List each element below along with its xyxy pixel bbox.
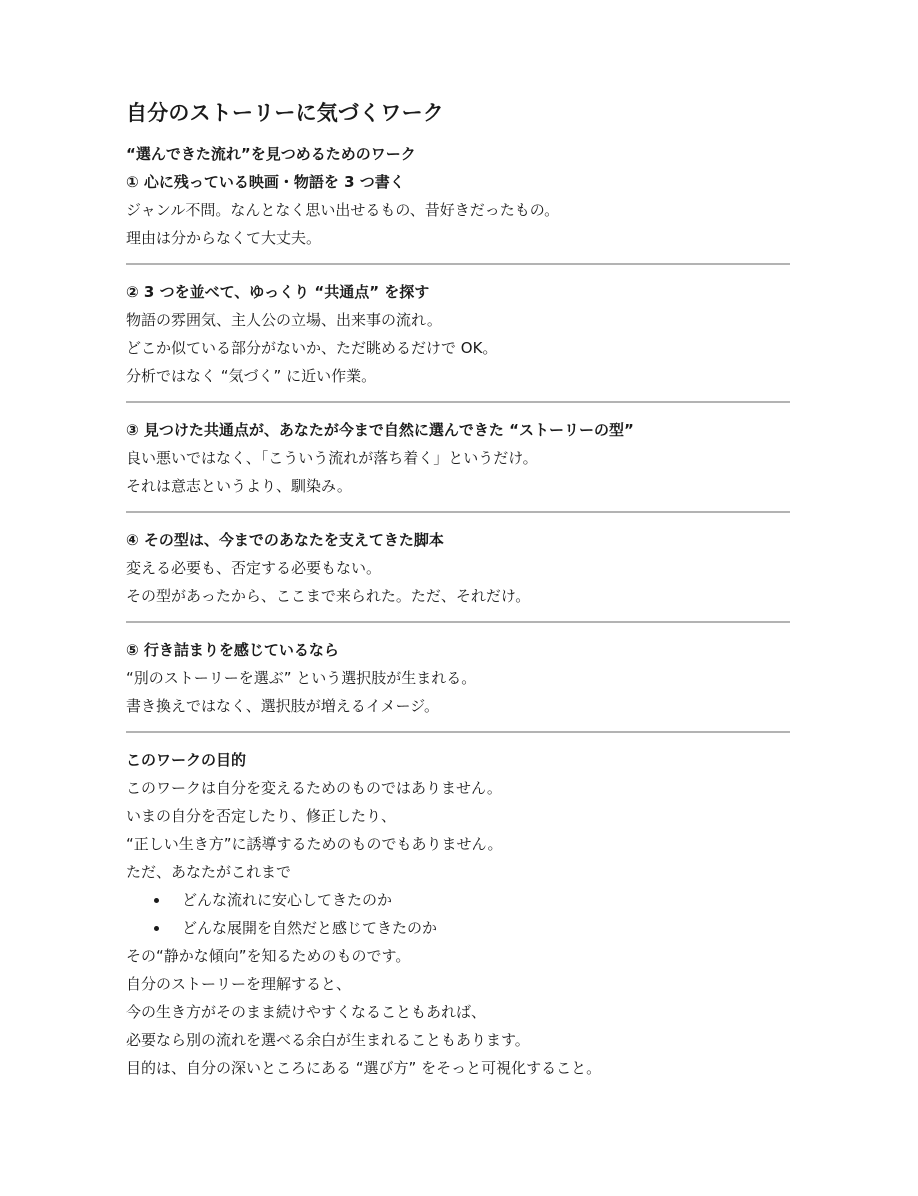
section-4 [126, 526, 790, 610]
purpose-section [126, 746, 790, 1082]
section-text-line: 良い悪いではなく、「こういう流れが落ち着く」というだけ。 [126, 449, 538, 467]
bullet-icon [154, 926, 159, 931]
section-text-line: 分析ではなく “気づく” に近い作業。 [126, 367, 377, 385]
divider [126, 511, 790, 513]
document-subtitle: “選んできた流れ”を見つめるためのワーク [126, 145, 416, 163]
section-text-line: 書き換えではなく、選択肢が増えるイメージ。 [126, 697, 440, 715]
purpose-heading: このワークの目的 [126, 751, 247, 769]
section-text-line: 物語の雰囲気、主人公の立場、出来事の流れ。 [126, 311, 442, 329]
purpose-text-line: その“静かな傾向”を知るためのものです。 [126, 947, 411, 965]
section-3 [126, 416, 790, 500]
divider [126, 731, 790, 733]
section-text-line: “別のストーリーを選ぶ” という選択肢が生まれる。 [126, 669, 477, 687]
bullet-item [154, 886, 790, 914]
purpose-text-line: いまの自分を否定したり、修正したり、 [126, 807, 397, 825]
purpose-text-line: このワークは自分を変えるためのものではありません。 [126, 779, 502, 797]
bullet-text: どんな流れに安心してきたのか [182, 891, 393, 909]
section-heading: ③ 見つけた共通点が、あなたが今まで自然に選んできた “ストーリーの型” [126, 421, 634, 439]
purpose-text-line: ただ、あなたがこれまで [126, 863, 292, 881]
section-heading: ⑤ 行き詰まりを感じているなら [126, 641, 339, 659]
section-text-line: どこか似ている部分がないか、ただ眺めるだけで OK。 [126, 339, 498, 357]
section-text-line: 変える必要も、否定する必要もない。 [126, 559, 382, 577]
section-text-line: それは意志というより、馴染み。 [126, 477, 352, 495]
section-2 [126, 278, 790, 390]
section-5 [126, 636, 790, 720]
divider [126, 401, 790, 403]
purpose-text-line: 目的は、自分の深いところにある “選び方” をそっと可視化すること。 [126, 1059, 602, 1077]
section-text-line: ジャンル不問。なんとなく思い出せるもの、昔好きだったもの。 [126, 201, 560, 219]
section-heading: ④ その型は、今までのあなたを支えてきた脚本 [126, 531, 444, 549]
section-text-line: その型があったから、ここまで来られた。ただ、それだけ。 [126, 587, 531, 605]
purpose-text-line: 自分のストーリーを理解すると、 [126, 975, 352, 993]
document [126, 96, 790, 1082]
section-heading: ② 3 つを並べて、ゆっくり “共通点” を探す [126, 283, 430, 301]
divider [126, 621, 790, 623]
purpose-text-line: 今の生き方がそのまま続けやすくなることもあれば、 [126, 1003, 487, 1021]
section-heading: ① 心に残っている映画・物語を 3 つ書く [126, 173, 405, 191]
purpose-text-line: “正しい生き方”に誘導するためのものでもありません。 [126, 835, 503, 853]
document-title: 自分のストーリーに気づくワーク [126, 101, 444, 125]
purpose-text-line: 必要なら別の流れを選べる余白が生まれることもあります。 [126, 1031, 530, 1049]
purpose-bullet-list [126, 886, 790, 942]
bullet-icon [154, 898, 159, 903]
section-text-line: 理由は分からなくて大丈夫。 [126, 229, 322, 247]
bullet-text: どんな展開を自然だと感じてきたのか [182, 919, 438, 937]
section-1 [126, 168, 790, 252]
divider [126, 263, 790, 265]
bullet-item [154, 914, 790, 942]
